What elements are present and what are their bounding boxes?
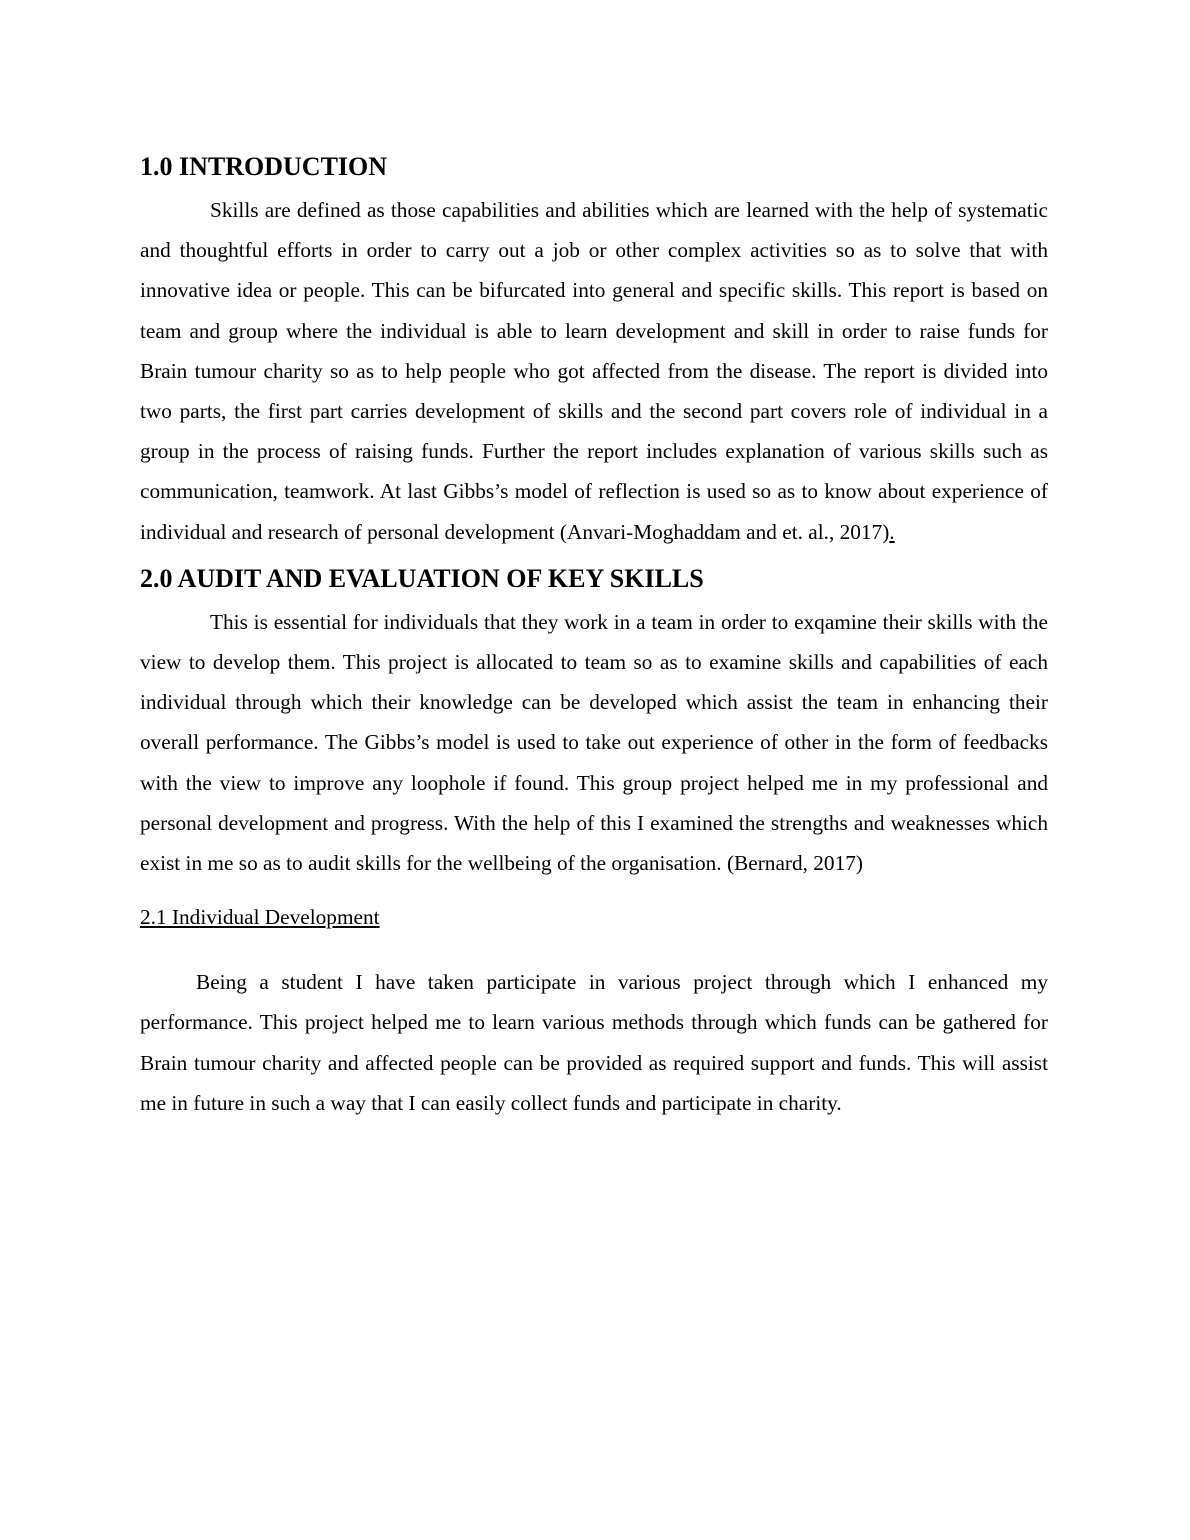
introduction-paragraph-text: Skills are defined as those capabilities and abilities which are learned with the help of systematic and thoughtful efforts in order to carry out a job or other complex activities so as to solve that with innovative idea or people. This can be bifurcated into general and specific skills. This report is based on team and group where the individual is able to learn development and skill in order to raise funds for Brain tumour charity so as to help people who got affected from the disease. The report is divided into two parts, the first part carries development of skills and the second part covers role of individual in a group in the process of raising funds. Further the report includes explanation of various skills such as communication, teamwork. At last Gibbs’s model of reflection is used so as to know about experience of individual and research of personal development (Anvari-Moghaddam and et. al., 2017) (140, 198, 1048, 544)
audit-paragraph: This is essential for individuals that they work in a team in order to exqamine their skills with the view to develop them. This project is allocated to team so as to examine skills and capabilities of each individual through which their knowledge can be developed which assist the team in enhancing their overall performance. The Gibbs’s model is used to take out experience of other in the form of feedbacks with the view to improve any loophole if found. This group project helped me in my professional and personal development and progress. With the help of this I examined the strengths and weaknesses which exist in me so as to audit skills for the wellbeing of the organisation. (Bernard, 2017) (140, 609, 1048, 876)
individual-development-paragraph: Being a student I have taken participate in various project through which I enhanced my performance. This project helped me to learn various methods through which funds can be gathered for Brain tumour charity and affected people can be provided as required support and funds. This will assist me in future in such a way that I can easily collect funds and participate in charity. (140, 970, 1048, 1115)
introduction-paragraph (140, 190, 1048, 552)
section-heading-audit: 2.0 AUDIT AND EVALUATION OF KEY SKILLS (140, 563, 704, 593)
section-heading-introduction: 1.0 INTRODUCTION (140, 152, 388, 181)
introduction-paragraph-end: . (889, 519, 895, 544)
subsection-heading-individual-development: 2.1 Individual Development (140, 905, 380, 930)
document-page (140, 148, 1048, 1123)
